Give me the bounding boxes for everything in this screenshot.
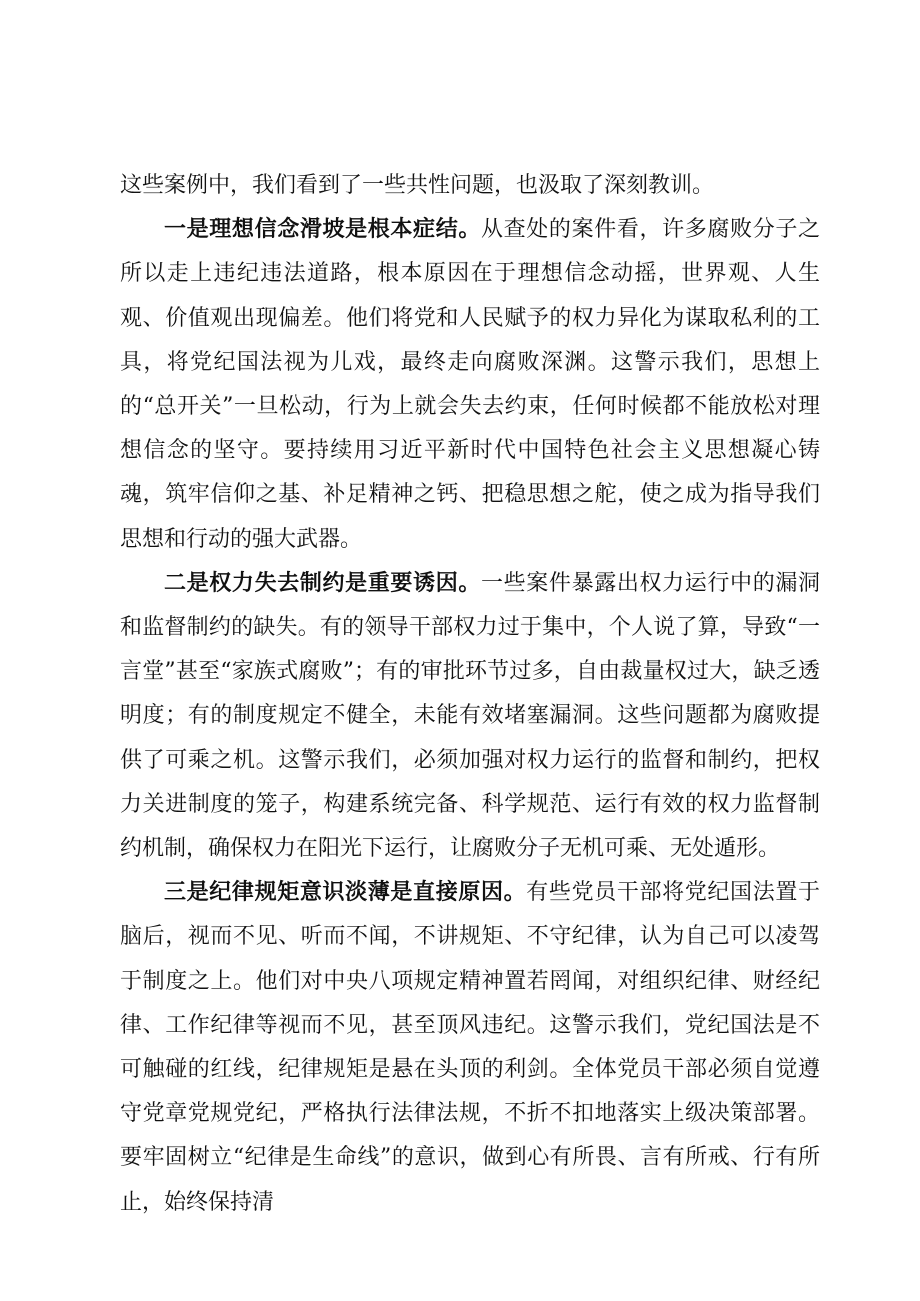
paragraph-point-3-text: 有些党员干部将党纪国法置于脑后，视而不见、听而不闻，不讲规矩、不守纪律，认为自己可以凌驾于制度之上。他们对中央八项规定精神置若罔闻，对组织纪律、财经纪律、工作纪律等视而不见，甚至顶风违纪。这警示我们，党纪国法是不可触碰的红线，纪律规矩是悬在头顶的利剑。全体党员干部必须自觉遵守党章党规党纪，严格执行法律法规，不折不扣地落实上级决策部署。要牢固树立“纪律是生命线”的意识，做到心有所畏、言有所戒、行有所止，始终保持清 xyxy=(120,880,820,1215)
paragraph-point-3 xyxy=(120,871,820,1225)
document-body xyxy=(120,164,820,1225)
paragraph-intro xyxy=(120,164,820,208)
paragraph-point-2-heading: 二是权力失去制约是重要诱因。 xyxy=(164,570,481,596)
paragraph-point-2 xyxy=(120,562,820,871)
paragraph-point-1-text: 从查处的案件看，许多腐败分子之所以走上违纪违法道路，根本原因在于理想信念动摇，世界观、人生观、价值观出现偏差。他们将党和人民赋予的权力异化为谋取私利的工具，将党纪国法视为儿戏，最终走向腐败深渊。这警示我们，思想上的“总开关”一旦松动，行为上就会失去约束，任何时候都不能放松对理想信念的坚守。要持续用习近平新时代中国特色社会主义思想凝心铸魂，筑牢信仰之基、补足精神之钙、把稳思想之舵，使之成为指导我们思想和行动的强大武器。 xyxy=(120,217,820,552)
paragraph-point-2-text: 一些案件暴露出权力运行中的漏洞和监督制约的缺失。有的领导干部权力过于集中，个人说了算，导致“一言堂”甚至“家族式腐败”；有的审批环节过多，自由裁量权过大，缺乏透明度；有的制度规定不健全，未能有效堵塞漏洞。这些问题都为腐败提供了可乘之机。这警示我们，必须加强对权力运行的监督和制约，把权力关进制度的笼子，构建系统完备、科学规范、运行有效的权力监督制约机制，确保权力在阳光下运行，让腐败分子无机可乘、无处遁形。 xyxy=(120,570,820,862)
paragraph-point-1-heading: 一是理想信念滑坡是根本症结。 xyxy=(164,217,481,243)
paragraph-point-3-heading: 三是纪律规矩意识淡薄是直接原因。 xyxy=(164,880,527,906)
paragraph-intro-text: 这些案例中，我们看到了一些共性问题，也汲取了深刻教训。 xyxy=(120,173,715,198)
paragraph-point-1 xyxy=(120,208,820,562)
